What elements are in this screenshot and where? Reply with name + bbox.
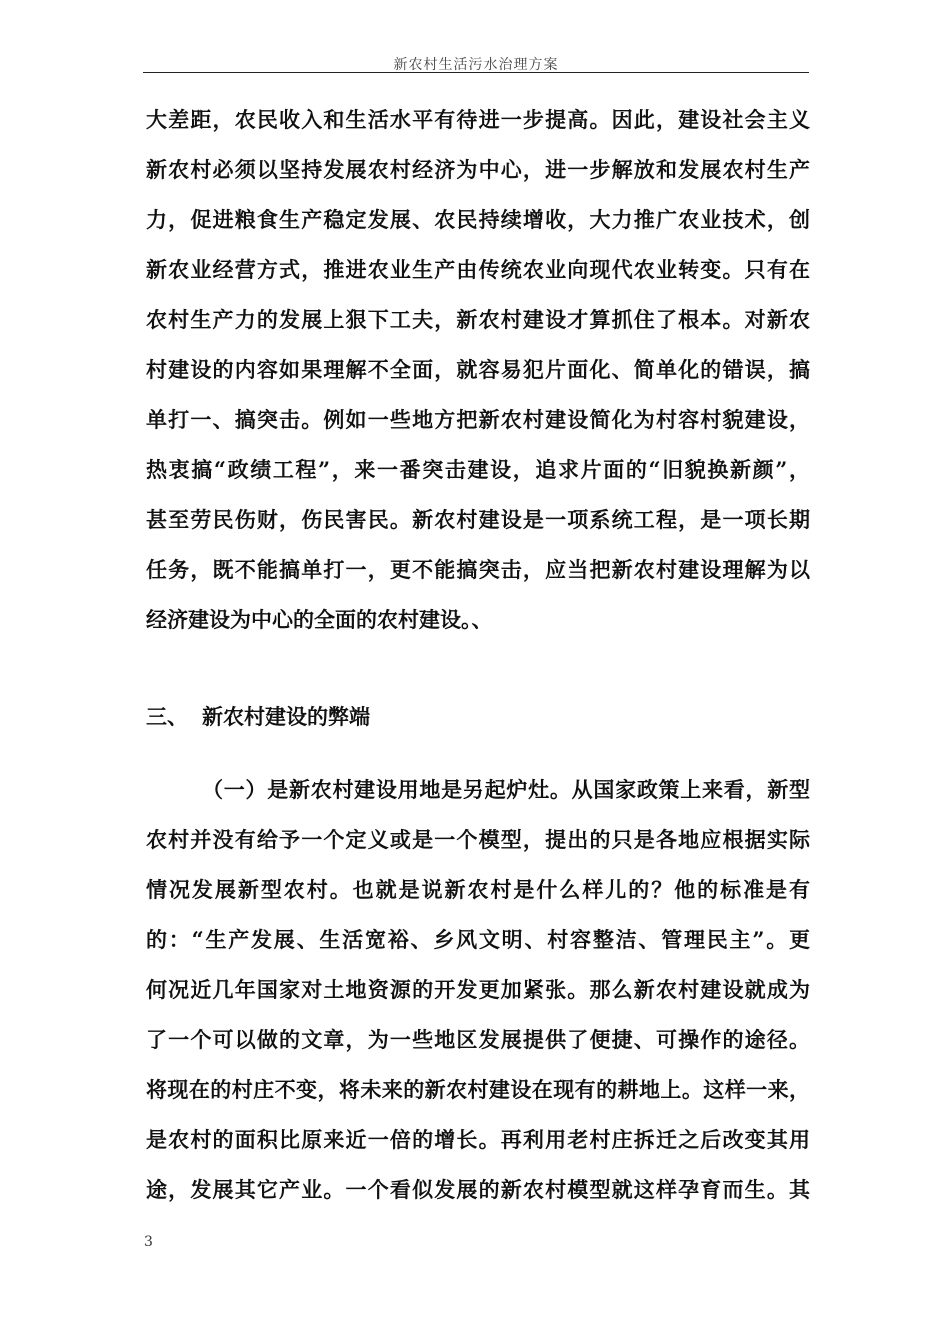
paragraph-line: 了一个可以做的文章，为一些地区发展提供了便捷、可操作的途径。 [146, 1027, 810, 1052]
paragraph-line: 农村并没有给予一个定义或是一个模型，提出的只是各地应根据实际 [146, 827, 810, 852]
paragraph-line: 的：“生产发展、生活宽裕、乡风文明、村容整洁、管理民主”。更 [146, 927, 810, 952]
section-title: 新农村建设的弊端 [202, 705, 370, 729]
paragraph-line: 任务，既不能搞单打一，更不能搞突击，应当把新农村建设理解为以 [146, 557, 810, 582]
paragraph-line: 新农村必须以坚持发展农村经济为中心，进一步解放和发展农村生产 [146, 157, 810, 182]
paragraph-line: 是农村的面积比原来近一倍的增长。再利用老村庄拆迁之后改变其用 [146, 1127, 810, 1152]
paragraph-line: 农村生产力的发展上狠下工夫，新农村建设才算抓住了根本。对新农 [146, 307, 810, 332]
header-divider [143, 72, 809, 73]
paragraph-line: 力，促进粮食生产稳定发展、农民持续增收，大力推广农业技术，创 [146, 207, 810, 232]
paragraph-line: 情况发展新型农村。也就是说新农村是什么样儿的？他的标准是有 [146, 877, 810, 902]
paragraph-line: （一）是新农村建设用地是另起炉灶。从国家政策上来看，新型 [202, 777, 810, 802]
paragraph-line: 甚至劳民伤财，伤民害民。新农村建设是一项系统工程，是一项长期 [146, 507, 810, 532]
paragraph-line: 村建设的内容如果理解不全面，就容易犯片面化、简单化的错误，搞 [146, 357, 810, 382]
paragraph-line: 大差距，农民收入和生活水平有待进一步提高。因此，建设社会主义 [146, 107, 810, 132]
paragraph-line: 热衷搞“政绩工程”，来一番突击建设，追求片面的“旧貌换新颜”， [146, 457, 810, 482]
paragraph-line: 新农业经营方式，推进农业生产由传统农业向现代农业转变。只有在 [146, 257, 810, 282]
paragraph-line: 单打一、搞突击。例如一些地方把新农村建设简化为村容村貌建设， [146, 407, 810, 432]
section-heading [146, 702, 370, 732]
page-number: 3 [144, 1234, 153, 1250]
paragraph-line: 途，发展其它产业。一个看似发展的新农村模型就这样孕育而生。其 [146, 1177, 810, 1202]
paragraph-line: 何况近几年国家对土地资源的开发更加紧张。那么新农村建设就成为 [146, 977, 810, 1002]
paragraph-line: 经济建设为中心的全面的农村建设。、 [146, 607, 493, 632]
page-header-title: 新农村生活污水治理方案 [393, 57, 559, 73]
section-number: 三、 [146, 705, 188, 729]
paragraph-line: 将现在的村庄不变，将未来的新农村建设在现有的耕地上。这样一来， [146, 1077, 810, 1102]
